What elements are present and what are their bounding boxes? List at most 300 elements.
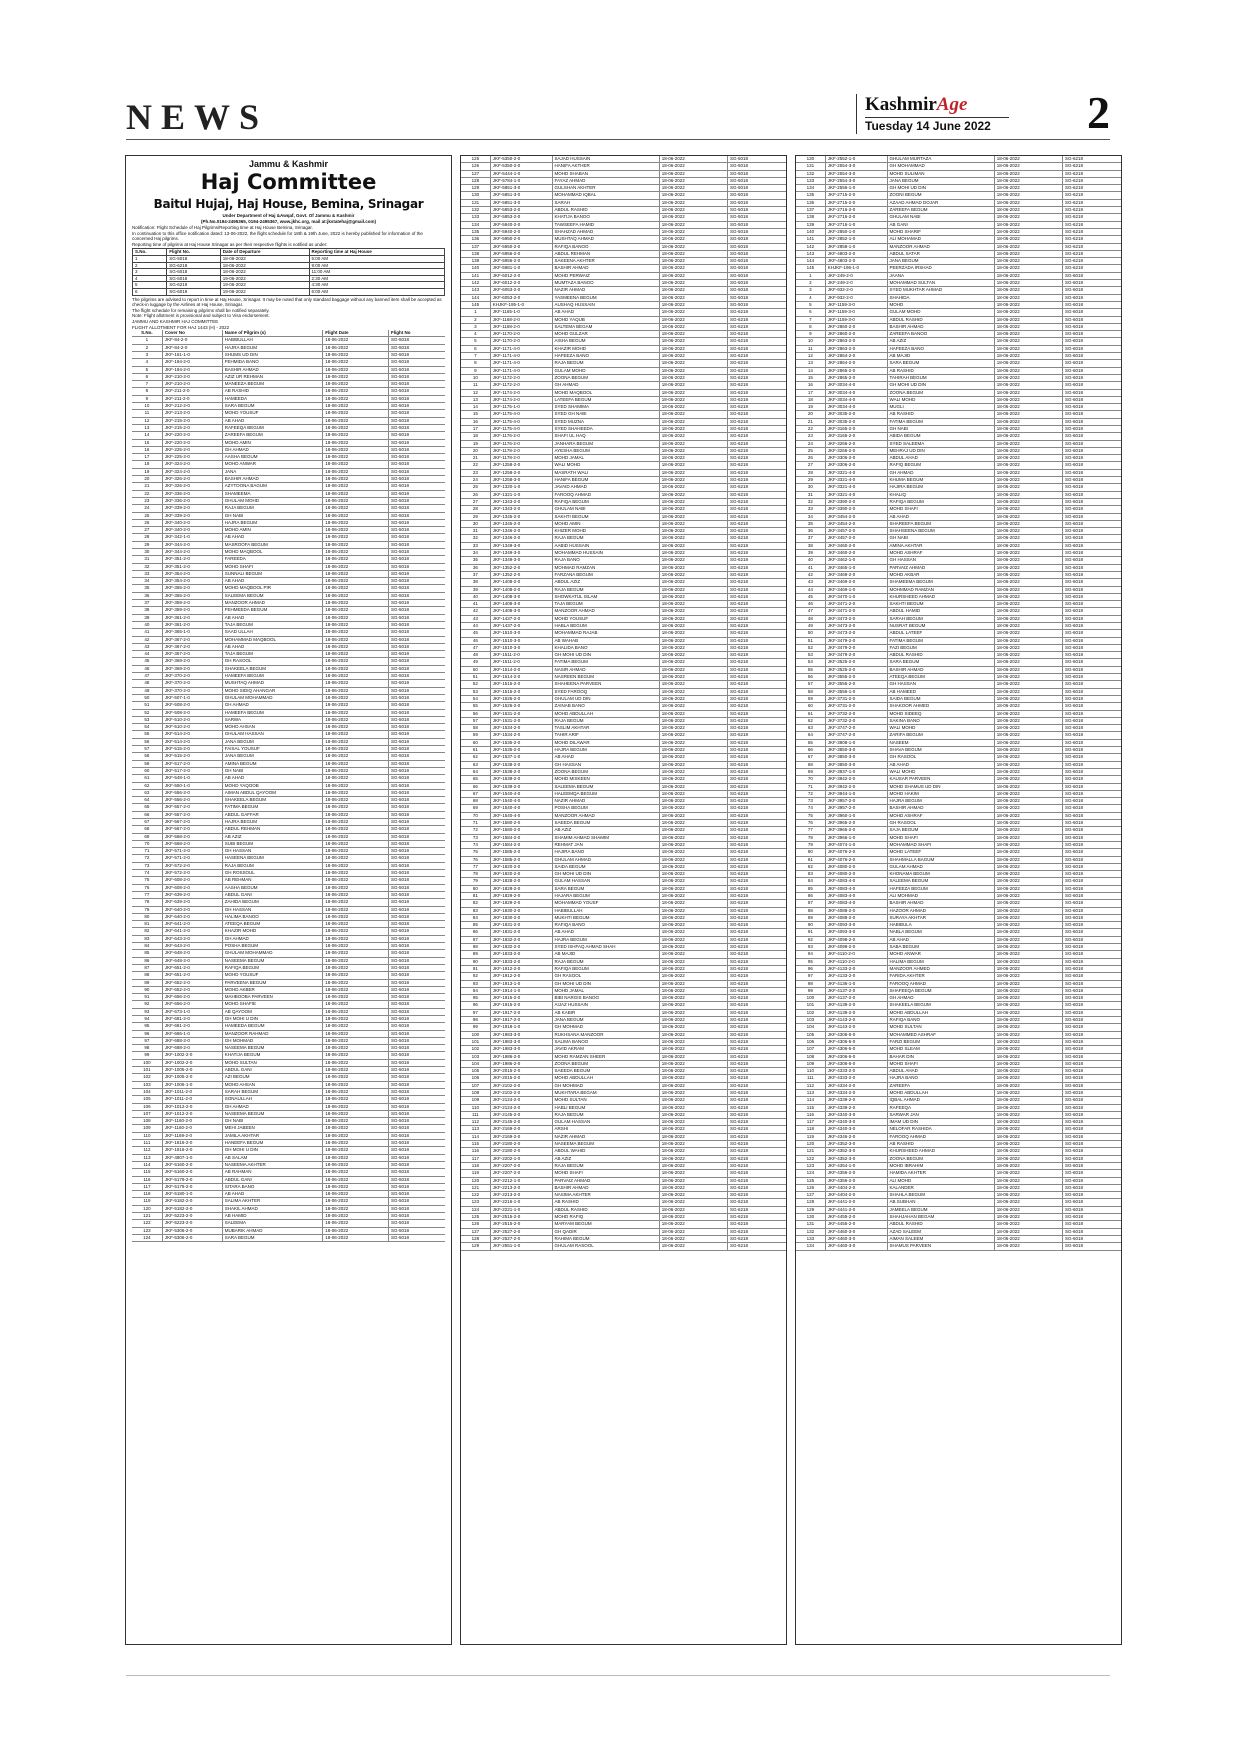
cell-flight-no: SG-6218 [728, 535, 787, 542]
cell-flight-date: 18-06-2022 [659, 542, 727, 549]
cell-pilgrim-name: ZARIFA BEGUM [887, 732, 994, 739]
cell-flight-no: SG-6018 [1063, 316, 1122, 323]
cell-cover-no: JKF-5182-2-0 [162, 1198, 222, 1205]
cell-flight-date: 18-06-2022 [659, 316, 727, 323]
cell-flight-date: 18-06-2022 [659, 834, 727, 841]
cell-flight-no: SG-5018 [388, 563, 445, 570]
cell-cover-no: JKF-5853-2-0 [490, 207, 552, 214]
cell-cover-no: JKF-643-2-0 [162, 935, 222, 942]
table-row [132, 1016, 445, 1023]
table-row [132, 913, 445, 920]
cell-cover-no: JKF-932-2-0 [825, 294, 887, 301]
cell-cover-no: JKF-5306-2-0 [162, 1227, 222, 1234]
table-row [132, 891, 445, 898]
table-row [796, 652, 1121, 659]
table-row [461, 1024, 786, 1031]
cell-sno: 49 [461, 659, 490, 666]
cell-cover-no: JKF-510-2-0 [162, 716, 222, 723]
cell-cover-no: JKF-1917-2-0 [490, 1009, 552, 1016]
cell-cover-no: JKF-2102-2-0 [490, 1082, 552, 1089]
table-row [461, 214, 786, 221]
cell-flight-date: 18-06-2022 [994, 1199, 1062, 1206]
cell-sno: 29 [796, 477, 825, 484]
cell-sno: 83 [796, 871, 825, 878]
cell-pilgrim-name: ABDUL RASHID [887, 652, 994, 659]
cell-flight-no: SG-6018 [1063, 1184, 1122, 1191]
cell-pilgrim-name: SHAHEENA PARVEEN [552, 681, 659, 688]
cell-flight-date: 18-06-2022 [994, 236, 1062, 243]
schedule-cell: SG-6018 [167, 269, 220, 276]
table-row [132, 600, 445, 607]
cell-cover-no: JKF-3525-2-0 [825, 666, 887, 673]
section-title: NEWS [126, 97, 269, 137]
cell-sno: 106 [796, 1038, 825, 1045]
table-row [796, 265, 1121, 272]
cell-cover-no: JKF-2865-2-0 [825, 367, 887, 374]
cell-flight-no: SG-5018 [388, 1030, 445, 1037]
cell-flight-date: 18-06-2022 [323, 680, 389, 687]
cell-flight-no: SG-5018 [388, 344, 445, 351]
cell-flight-no: SG-6218 [728, 1170, 787, 1177]
cell-cover-no: JKF-2015-2-0 [490, 1075, 552, 1082]
table-row [132, 1008, 445, 1015]
cell-sno: 113 [796, 1090, 825, 1097]
table-row [461, 418, 786, 425]
cell-flight-no: SG-5018 [388, 519, 445, 526]
cell-cover-no: JKF-3471-2-0 [825, 601, 887, 608]
table-row [796, 498, 1121, 505]
table-row [796, 1126, 1121, 1133]
cell-flight-no: SG-6018 [1063, 1243, 1122, 1250]
table-row [461, 630, 786, 637]
cell-cover-no: JKF-652-2-0 [162, 979, 222, 986]
cell-flight-date: 18-06-2022 [994, 338, 1062, 345]
table-row [461, 228, 786, 235]
table-row [132, 512, 445, 519]
cell-flight-no: SG-6218 [728, 973, 787, 980]
cell-cover-no: JKF-2213-2-0 [490, 1192, 552, 1199]
table-row [132, 709, 445, 716]
cell-cover-no: JKF-1346-2-0 [490, 535, 552, 542]
cell-sno: 143 [796, 250, 825, 257]
cell-pilgrim-name: LATEEFA BEGUM [552, 396, 659, 403]
cell-sno: 77 [796, 827, 825, 834]
table-row [796, 323, 1121, 330]
cell-pilgrim-name: GHULAM NABI [552, 506, 659, 513]
cell-flight-date: 18-06-2022 [323, 410, 389, 417]
cell-flight-no: SG-6018 [1063, 995, 1122, 1002]
table-row [461, 1206, 786, 1213]
cell-flight-date: 18-06-2022 [323, 687, 389, 694]
cell-sno: 125 [461, 156, 490, 163]
cell-sno: 16 [796, 382, 825, 389]
cell-flight-no: SG-5018 [388, 1140, 445, 1147]
cell-cover-no: JKF-1172-2-0 [490, 374, 552, 381]
cell-flight-date: 18-06-2022 [994, 1075, 1062, 1082]
cell-pilgrim-name: SARA BEGUM [222, 403, 323, 410]
cell-flight-no: SG-5018 [388, 1059, 445, 1066]
table-row [461, 535, 786, 542]
table-row [461, 484, 786, 491]
cell-cover-no: JKF-572-2-0 [162, 862, 222, 869]
cell-flight-date: 18-06-2022 [323, 1103, 389, 1110]
cell-sno: 124 [796, 1170, 825, 1177]
cell-flight-no: SG-6218 [728, 885, 787, 892]
cell-cover-no: JKF-225-2-0 [162, 446, 222, 453]
table-row [796, 1214, 1121, 1221]
cell-cover-no: JKF-1175-4-0 [490, 411, 552, 418]
cell-cover-no: JKF-1170-2-0 [490, 331, 552, 338]
cell-cover-no: JKF-1912-2-0 [490, 965, 552, 972]
cell-flight-no: SG-6218 [728, 623, 787, 630]
cell-pilgrim-name: MUGLI [887, 404, 994, 411]
table-row [132, 614, 445, 621]
cell-flight-no: SG-6218 [728, 630, 787, 637]
table-row [796, 1104, 1121, 1111]
cell-pilgrim-name: GULAM HASSAN [552, 1119, 659, 1126]
cell-flight-no: SG-6018 [1063, 1126, 1122, 1133]
cell-flight-date: 18-06-2022 [994, 287, 1062, 294]
table-row [132, 840, 445, 847]
cell-sno: 35 [461, 557, 490, 564]
cell-cover-no: JKF-1830-2-0 [490, 907, 552, 914]
cell-flight-date: 18-06-2022 [323, 1023, 389, 1030]
cell-cover-no: JKF-1408-2-0 [490, 579, 552, 586]
cell-pilgrim-name: MOHAMMAD YOUSF [552, 900, 659, 907]
cell-sno: 135 [461, 228, 490, 235]
table-row [796, 885, 1121, 892]
cell-pilgrim-name: SALTEMA BEGAM [552, 323, 659, 330]
cell-cover-no: JKF-5350-2-0 [490, 156, 552, 163]
cell-flight-date: 18-06-2022 [323, 424, 389, 431]
table-row [132, 621, 445, 628]
cell-sno: 40 [461, 593, 490, 600]
cell-pilgrim-name: SAKEENA AKHTER [552, 258, 659, 265]
cell-cover-no: JKF-1346-2-0 [490, 528, 552, 535]
cell-flight-no: SG-5018 [388, 833, 445, 840]
cell-pilgrim-name: RAFIQA BANO [887, 1017, 994, 1024]
cell-cover-no: JKF-1011-2-0 [162, 1096, 222, 1103]
table-row [461, 747, 786, 754]
cell-sno: 35 [796, 520, 825, 527]
cell-cover-no: JKF-367-2-0 [162, 636, 222, 643]
cell-flight-date: 18-06-2022 [323, 337, 389, 344]
cell-flight-date: 18-06-2022 [994, 856, 1062, 863]
table-row [461, 1097, 786, 1104]
cell-pilgrim-name: GH NABI [887, 535, 994, 542]
cell-sno: 106 [132, 1103, 162, 1110]
cell-pilgrim-name: HAJIRA BANO [552, 849, 659, 856]
cell-pilgrim-name: MOHD AMIN [552, 520, 659, 527]
schedule-cell: SG-5018 [167, 275, 220, 282]
cell-flight-no: SG-6018 [1063, 1017, 1122, 1024]
table-row [132, 1030, 445, 1037]
table-row [796, 1046, 1121, 1053]
cell-sno: 119 [796, 1133, 825, 1140]
cell-pilgrim-name: GH ROSSOUL [222, 870, 323, 877]
cell-cover-no: JKF-3966-1-0 [825, 834, 887, 841]
cell-pilgrim-name: AB AHAD [887, 936, 994, 943]
table-row [461, 885, 786, 892]
cell-flight-no: SG-6018 [1063, 885, 1122, 892]
cell-pilgrim-name: MEHRAJ UD DIN [887, 447, 994, 454]
cell-flight-date: 18-06-2022 [323, 964, 389, 971]
cell-sno: 4 [132, 359, 162, 366]
cell-flight-date: 18-06-2022 [323, 527, 389, 534]
cell-flight-no: SG-5018 [728, 177, 787, 184]
cell-cover-no: JKF-3965-2-0 [825, 820, 887, 827]
cell-pilgrim-name: NASREEN BEGUM [552, 674, 659, 681]
cell-cover-no: JKF-215-2-0 [162, 417, 222, 424]
cell-flight-date: 18-06-2022 [323, 432, 389, 439]
table-row [461, 455, 786, 462]
cell-cover-no: JKF-5956-2-0 [490, 250, 552, 257]
cell-pilgrim-name: ABDUL RASHID [552, 207, 659, 214]
schedule-cell: 5:00 AM [309, 255, 445, 262]
cell-cover-no: JKF-6053-2-0 [490, 294, 552, 301]
cell-sno: 93 [132, 1008, 162, 1015]
table-row [461, 732, 786, 739]
table-row [132, 855, 445, 862]
cell-pilgrim-name: AB RASHID [887, 411, 994, 418]
table-row [796, 1017, 1121, 1024]
masthead-divider [126, 139, 1110, 140]
cell-flight-no: SG-5018 [388, 1125, 445, 1132]
table-row [461, 674, 786, 681]
cell-pilgrim-name: RAJA BEGUM [222, 862, 323, 869]
table-row [461, 637, 786, 644]
cell-sno: 118 [132, 1191, 162, 1198]
cell-flight-date: 18-06-2022 [659, 790, 727, 797]
cell-flight-date: 18-06-2022 [994, 681, 1062, 688]
cell-sno: 108 [132, 1118, 162, 1125]
cell-cover-no: JKF-1829-2-0 [490, 900, 552, 907]
cell-pilgrim-name: GH HASSAN [222, 906, 323, 913]
cell-cover-no: JKF-1172-2-0 [490, 382, 552, 389]
cell-flight-date: 18-06-2022 [659, 907, 727, 914]
cell-flight-no: SG-6018 [1063, 849, 1122, 856]
cell-cover-no: JKF-1534-2-0 [490, 732, 552, 739]
cell-pilgrim-name: ABDUL REHMAN [552, 250, 659, 257]
cell-flight-no: SG-6018 [1063, 623, 1122, 630]
schedule-cell: 5 [133, 282, 167, 289]
cell-flight-no: SG-5018 [388, 534, 445, 541]
cell-cover-no: JKF-1913-1-0 [490, 980, 552, 987]
table-row [461, 1090, 786, 1097]
cell-flight-date: 18-06-2022 [994, 987, 1062, 994]
cell-cover-no: JKF-2216-1-0 [490, 1199, 552, 1206]
cell-flight-date: 18-06-2022 [659, 1090, 727, 1097]
cell-flight-no: SG-6218 [728, 615, 787, 622]
cell-cover-no: JKF-3035-2-0 [825, 418, 887, 425]
cell-cover-no: JKF-213-2-0 [162, 410, 222, 417]
cell-sno: 101 [132, 1067, 162, 1074]
cell-cover-no: JKF-4088-2-0 [825, 914, 887, 921]
cell-flight-date: 18-06-2022 [994, 469, 1062, 476]
cell-flight-date: 18-06-2022 [659, 513, 727, 520]
cell-pilgrim-name: ZOONA BEGUM [887, 389, 994, 396]
table-row [132, 570, 445, 577]
schedule-cell: 4:30 AM [309, 282, 445, 289]
table-row [796, 491, 1121, 498]
table-row [132, 424, 445, 431]
cell-cover-no: JKF-4352-3-0 [825, 1155, 887, 1162]
cell-pilgrim-name: MOHD JAMAL [552, 987, 659, 994]
cell-pilgrim-name: AB MAJID [552, 951, 659, 958]
cell-cover-no: JKF-3944-1-0 [825, 790, 887, 797]
table-row [796, 484, 1121, 491]
cell-flight-no: SG-5018 [388, 381, 445, 388]
cell-sno: 58 [461, 725, 490, 732]
cell-flight-no: SG-6218 [728, 477, 787, 484]
cell-flight-date: 18-06-2022 [659, 258, 727, 265]
cell-flight-no: SG-5018 [388, 388, 445, 395]
table-row [461, 783, 786, 790]
cell-flight-date: 18-06-2022 [659, 798, 727, 805]
cell-cover-no: JKF-2515-2-0 [490, 1221, 552, 1228]
table-row [461, 841, 786, 848]
cell-pilgrim-name: SHOWKATUL ISLAM [552, 593, 659, 600]
cell-pilgrim-name: MOHD SLEAM [887, 1046, 994, 1053]
cell-pilgrim-name: AB QAYOOM [222, 1008, 323, 1015]
cell-flight-date: 18-06-2022 [659, 1192, 727, 1199]
cell-sno: 9 [796, 331, 825, 338]
schedule-header-cell: Date of Departure [220, 249, 309, 256]
cell-flight-date: 18-06-2022 [323, 403, 389, 410]
cell-pilgrim-name: HANEEFA BEGUM [222, 1140, 323, 1147]
cell-pilgrim-name: GH MOHI UD DIN [887, 185, 994, 192]
cell-pilgrim-name: MOHD ABDULLAH [552, 710, 659, 717]
cell-cover-no: JKF-5223-2-0 [162, 1220, 222, 1227]
cell-pilgrim-name: FEHMEEDA BEGUM [222, 607, 323, 614]
cell-pilgrim-name: SURAYA AKHTAR [887, 914, 994, 921]
table-row [796, 345, 1121, 352]
cell-flight-date: 18-06-2022 [323, 870, 389, 877]
cell-cover-no: JKF-4076-2-0 [825, 849, 887, 856]
cell-flight-no: SG-6018 [1063, 892, 1122, 899]
cell-flight-date: 18-06-2022 [659, 1097, 727, 1104]
cell-pilgrim-name: SAEEDA BEGUM [552, 820, 659, 827]
cell-flight-no: SG-6018 [1063, 425, 1122, 432]
cell-flight-no: SG-6218 [728, 914, 787, 921]
cell-sno: 132 [796, 170, 825, 177]
table-row [461, 1002, 786, 1009]
cell-cover-no: JKF-3473-2-0 [825, 623, 887, 630]
cell-cover-no: JKF-1830-2-0 [490, 914, 552, 921]
cell-sno: 98 [132, 1045, 162, 1052]
cell-pilgrim-name: SAAD ULLAH [222, 629, 323, 636]
table-row [461, 250, 786, 257]
cell-sno: 79 [796, 841, 825, 848]
cell-cover-no: JKF-326-2-0 [162, 476, 222, 483]
cell-flight-no: SG-6218 [728, 863, 787, 870]
cell-pilgrim-name: FARIDA AKHTER [887, 973, 994, 980]
cell-sno: 102 [796, 1009, 825, 1016]
cell-flight-no: SG-6018 [1063, 564, 1122, 571]
cell-flight-no: SG-5018 [388, 818, 445, 825]
cell-pilgrim-name: MANZOOR AHMAD [552, 812, 659, 819]
cell-flight-no: SG-6218 [728, 1097, 787, 1104]
table-row [796, 396, 1121, 403]
cell-flight-date: 18-06-2022 [323, 899, 389, 906]
cell-sno: 131 [796, 1221, 825, 1228]
cell-sno: 87 [461, 936, 490, 943]
cell-cover-no: JKF-1171-4-0 [490, 353, 552, 360]
table-row [132, 862, 445, 869]
cell-flight-no: SG-6018 [1063, 805, 1122, 812]
table-row [796, 382, 1121, 389]
cell-pilgrim-name: AB AHAD [552, 754, 659, 761]
cell-pilgrim-name: RAJA BANO [552, 557, 659, 564]
notice-note: JAMMU AND KASHMIR HAJ COMMITTEE [132, 318, 219, 324]
table-row [132, 476, 445, 483]
cell-sno: 118 [461, 1162, 490, 1169]
cell-pilgrim-name: JANHARA BEGUM [552, 440, 659, 447]
table-row [132, 797, 445, 804]
cell-flight-no: SG-5018 [388, 1052, 445, 1059]
table-row [796, 790, 1121, 797]
cell-cover-no: JKF-4139-2-0 [825, 1002, 887, 1009]
cell-flight-no: SG-6018 [1063, 1111, 1122, 1118]
cell-flight-no: SG-5018 [388, 1147, 445, 1154]
cell-pilgrim-name: MASROOFA BEGUM [222, 541, 323, 548]
cell-cover-no: JKF-1515-2-0 [490, 688, 552, 695]
cell-sno: 85 [461, 922, 490, 929]
cell-flight-no: SG-6218 [1063, 199, 1122, 206]
cell-flight-no: SG-6218 [728, 418, 787, 425]
cell-cover-no: JKF-4110-2-0 [825, 958, 887, 965]
cell-flight-no: SG-5018 [728, 287, 787, 294]
cell-cover-no: JKF-4143-2-0 [825, 1017, 887, 1024]
cell-cover-no: JKF-4083-4-0 [825, 900, 887, 907]
cell-flight-no: SG-5018 [388, 855, 445, 862]
cell-cover-no: JKF-550-1-0 [162, 782, 222, 789]
cell-sno: 104 [796, 1024, 825, 1031]
cell-flight-date: 18-06-2022 [659, 659, 727, 666]
table-row [132, 950, 445, 957]
table-row [132, 636, 445, 643]
table-row [461, 827, 786, 834]
cell-pilgrim-name: PEERZADA IRSHAD [887, 265, 994, 272]
cell-flight-date: 18-06-2022 [994, 579, 1062, 586]
cell-flight-date: 18-06-2022 [994, 958, 1062, 965]
cell-sno: 34 [796, 513, 825, 520]
header-flight: Flight No [388, 330, 445, 337]
cell-flight-no: SG-6018 [1063, 462, 1122, 469]
cell-sno: 99 [796, 987, 825, 994]
cell-flight-date: 18-06-2022 [323, 1110, 389, 1117]
cell-sno: 10 [796, 338, 825, 345]
cell-flight-no: SG-5018 [728, 199, 787, 206]
cell-cover-no: JKF-354-2-0 [162, 578, 222, 585]
cell-flight-no: SG-6018 [1063, 557, 1122, 564]
cell-pilgrim-name: SYED SALEEMA [887, 440, 994, 447]
cell-sno: 100 [461, 1031, 490, 1038]
table-row [461, 192, 786, 199]
table-row [796, 469, 1121, 476]
cell-cover-no: JKF-1352-2-0 [490, 564, 552, 571]
cell-sno: 99 [461, 1024, 490, 1031]
cell-cover-no: JKF-517-2-0 [162, 767, 222, 774]
table-row [461, 316, 786, 323]
cell-cover-no: JKF-361-2-0 [162, 621, 222, 628]
cell-flight-date: 18-06-2022 [659, 345, 727, 352]
cell-sno: 93 [796, 944, 825, 951]
table-row [132, 556, 445, 563]
cell-pilgrim-name: AB RASHID [552, 1199, 659, 1206]
table-row [461, 878, 786, 885]
cell-flight-no: SG-5018 [388, 1227, 445, 1234]
